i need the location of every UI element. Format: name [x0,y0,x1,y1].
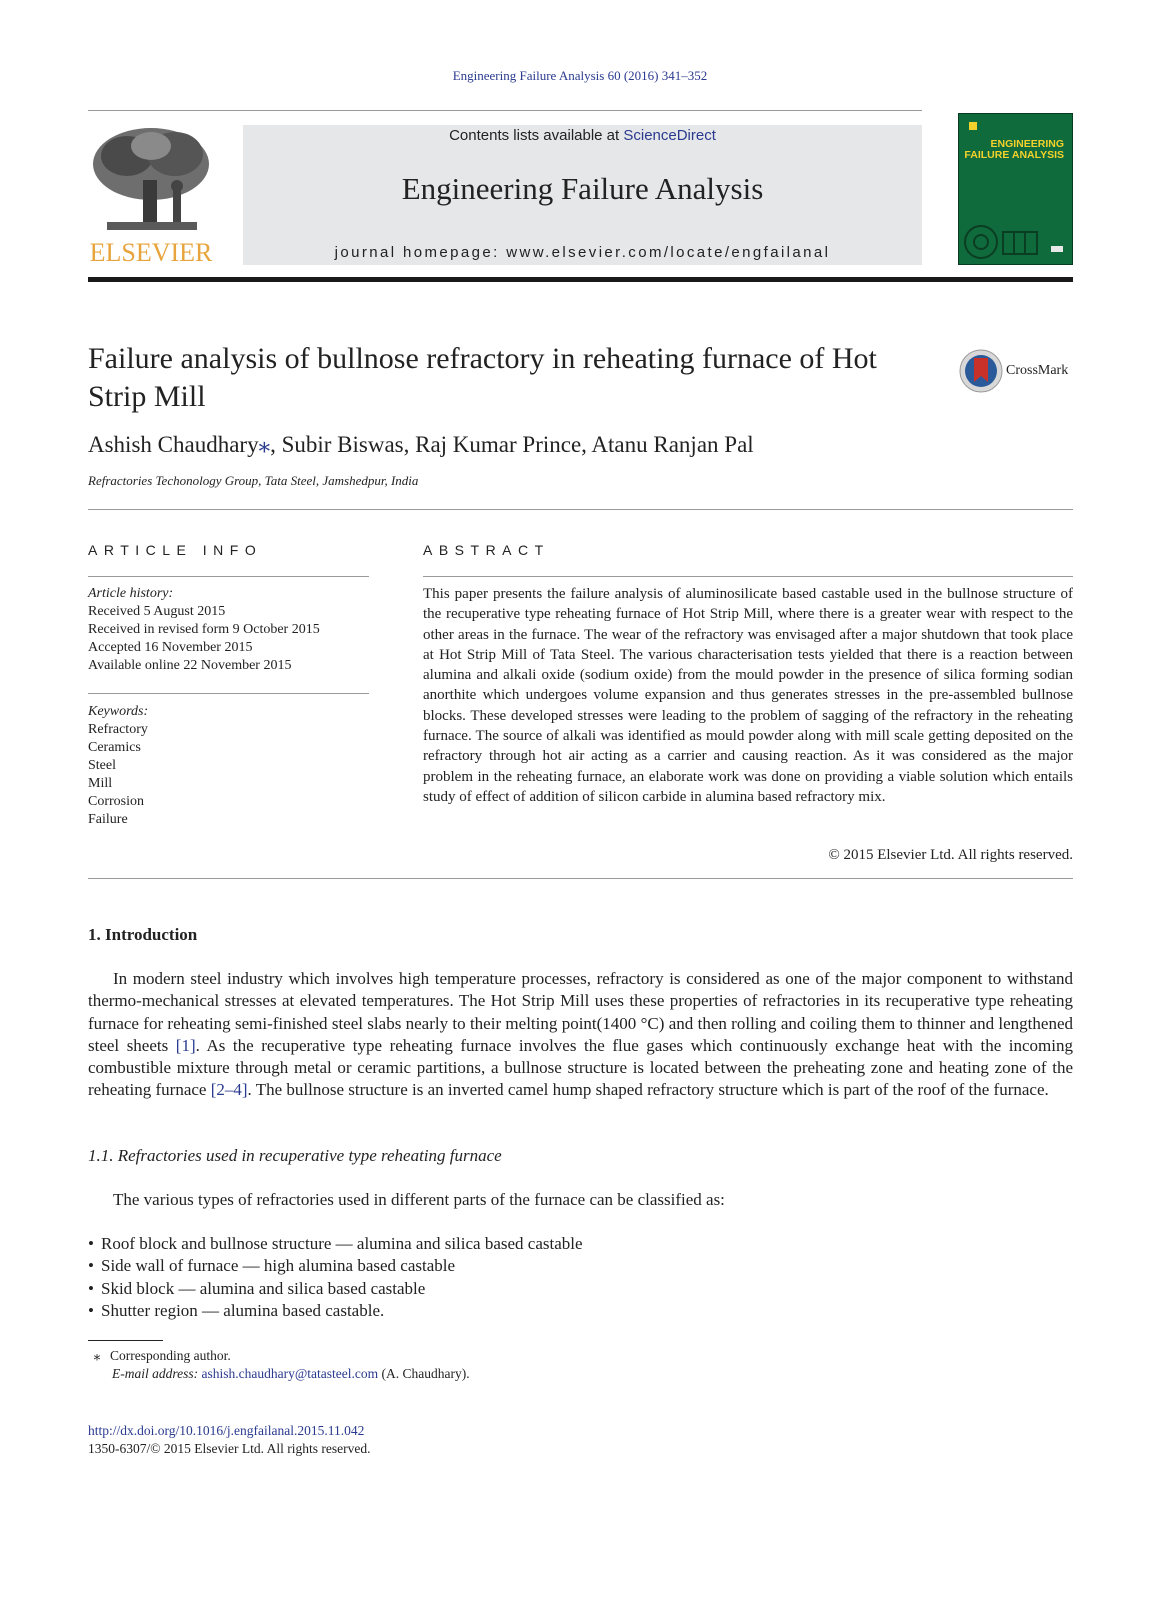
affiliation: Refractories Techonology Group, Tata Steel, Jamshedpur, India [88,473,419,488]
keyword-item: Failure [88,812,128,827]
section-heading-introduction: 1. Introduction [88,925,198,944]
keyword-item: Refractory [88,722,148,737]
sciencedirect-link[interactable]: ScienceDirect [623,127,716,144]
abstract-rule [423,576,1073,577]
footnote-marker: ⁎ [93,1348,101,1363]
footnote-email [112,1366,470,1382]
elsevier-tree-icon [87,124,215,236]
journal-banner [243,125,922,265]
history-item: Received 5 August 2015 [88,604,226,619]
footnote-corresponding-text: Corresponding author. [110,1348,231,1363]
keywords-label: Keywords: [88,704,149,719]
abstract-copyright: © 2015 Elsevier Ltd. All rights reserved. [828,847,1073,863]
article-info-heading: ARTICLE INFO [88,542,263,558]
journal-name: Engineering Failure Analysis [401,171,764,206]
crossmark-badge[interactable] [958,348,1078,394]
history-item: Available online 22 November 2015 [88,658,292,673]
cover-title: ENGINEERING FAILURE ANALYSIS [964,138,1064,161]
subsection-heading: 1.1. Refractories used in recuperative type reheating furnace [88,1146,502,1165]
abstract-heading: ABSTRACT [423,542,550,558]
crossmark-label: CrossMark [1006,363,1069,378]
intro-text-part: . The bullnose structure is an inverted camel hump shaped refractory structure which is part of the roof of the furnace. [247,1080,1049,1100]
intro-paragraph [88,968,1073,1102]
keyword-item: Steel [88,758,116,773]
email-label: E-mail address: [112,1366,202,1381]
intro-text-part: . As the recuperative type reheating furnace involves the flue gases which continuously exchange heat with the incoming combustible mixture through metal or ceramic partitions, a bullnose structure is located between the preheating zone and heating zone of the reheating furnace [88,1035,1073,1100]
reference-link[interactable]: [2–4] [210,1080,248,1100]
list-item: • Skid block — alumina and silica based castable [88,1278,1073,1300]
author-others: , Subir Biswas, Raj Kumar Prince, Atanu Ranjan Pal [270,432,754,457]
journal-homepage-link[interactable]: journal homepage: www.elsevier.com/locate/engfailanal [334,244,831,261]
crossmark-icon [958,348,1004,394]
history-item: Accepted 16 November 2015 [88,640,253,655]
abstract-text: This paper presents the failure analysis of aluminosilicate based castable used in the bullnose structure of the recuperative type reheating furnace of Hot Strip Mill, where there is a greater wear with respect to the other areas in the furnace. The wear of the refractory was envisaged after a major shutdown that took place at Hot Strip Mill of Tata Steel. The various characterisation tests yielded that there is a reaction between alumina and alkali oxide (sodium oxide) from the mould powder in the presence of silica forming sodian anorthite which undergoes volume expansion and thus generates stresses in the pre-assembled bullnose blocks. These developed stresses were leading to the problem of sagging of the refractory in the reheating furnace. The source of alkali was identified as mould powder along with mill scale getting deposited on the refractory through hot air acting as a carrier and causing reaction. As it was considered as the major problem in the reheating furnace, an elaborate work was done on providing a viable solution which entails study of effect of addition of silicon carbide in alumina based refractory mix. [423,586,1073,805]
article-title: Failure analysis of bullnose refractory in reheating furnace of Hot Strip Mill [88,342,877,413]
email-link[interactable]: ashish.chaudhary@tatasteel.com [201,1366,379,1381]
title-divider [88,509,1073,510]
keyword-item: Mill [88,776,113,791]
author-list [88,432,754,458]
history-item: Received in revised form 9 October 2015 [88,622,320,637]
issn-copyright: 1350-6307/© 2015 Elsevier Ltd. All rights reserved. [88,1441,371,1456]
list-item: • Shutter region — alumina based castable. [88,1300,1073,1322]
keywords-list [88,703,369,829]
header-thick-rule [88,277,1073,282]
keyword-item: Corrosion [88,794,144,809]
elsevier-logo[interactable] [87,124,215,266]
author-corresponding[interactable]: Ashish Chaudhary [88,432,259,457]
journal-citation[interactable]: Engineering Failure Analysis 60 (2016) 341–352 [452,68,708,83]
intro-text-part: In modern steel industry which involves high temperature processes, refractory is considered as one of the major component to withstand thermo-mechanical stresses at elevated temperatures. The Hot Strip Mill uses these properties of refractories in its recuperative type reheating furnace for reheating semi-finished steel slabs nearly to their melting point(1400 °C) and then rolling and coiling them to thinner and lengthened steel sheets [88,969,1073,1055]
footnote-corresponding [88,1348,231,1364]
list-item: • Roof block and bullnose structure — alumina and silica based castable [88,1233,1073,1255]
article-history [88,585,369,675]
journal-cover-image[interactable] [958,113,1073,265]
cover-gears-icon [959,114,1072,264]
keyword-item: Ceramics [88,740,141,755]
history-label: Article history: [88,586,174,601]
contents-prefix: Contents lists available at [449,127,624,144]
elsevier-wordmark: ELSEVIER [89,238,213,267]
keywords-rule [88,693,369,694]
corresponding-marker[interactable]: ⁎ [258,432,271,457]
refractory-types-intro: The various types of refractories used in different parts of the furnace can be classified as: [113,1190,725,1209]
article-info-rule [88,576,369,577]
list-item: • Side wall of furnace — high alumina based castable [88,1255,1073,1277]
doi-link[interactable]: http://dx.doi.org/10.1016/j.engfailanal.2015.11.042 [88,1423,365,1438]
contents-line [243,127,922,144]
abstract-bottom-rule [88,878,1073,879]
reference-link[interactable]: [1] [175,1035,196,1055]
refractory-types-list [88,1233,1073,1322]
footnote-rule [88,1340,163,1341]
header-divider [88,110,922,111]
email-suffix: (A. Chaudhary). [378,1366,470,1381]
